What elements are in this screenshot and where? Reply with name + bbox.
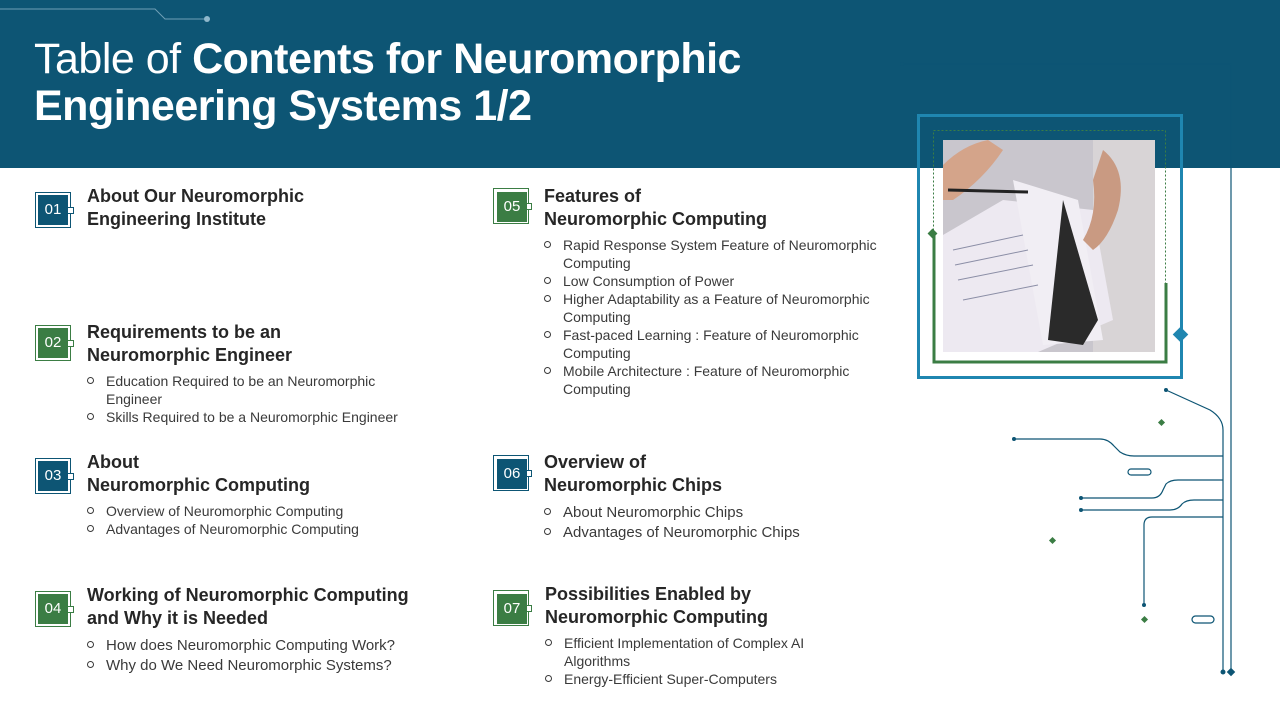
item-title-06-line2: Neuromorphic Chips <box>544 475 723 495</box>
list-item: Why do We Need Neuromorphic Systems? <box>87 656 447 676</box>
item-title-01-line2: Engineering Institute <box>87 209 267 229</box>
page-title <box>34 36 741 130</box>
item-05-sublist <box>544 236 894 398</box>
item-title-03-line1: About <box>87 452 139 472</box>
item-title-05-line1: Features of <box>544 186 642 206</box>
list-item: Rapid Response System Feature of Neuromorphic Computing <box>544 236 894 272</box>
item-07-sublist <box>545 634 845 688</box>
number-badge-03: 03 <box>38 461 68 491</box>
list-item: Higher Adaptability as a Feature of Neuromorphic Computing <box>544 290 894 326</box>
number-badge-05: 05 <box>497 192 527 222</box>
title-light-part: Table of <box>34 35 181 83</box>
list-item: How does Neuromorphic Computing Work? <box>87 636 447 656</box>
item-02-sublist <box>87 372 407 426</box>
item-04-sublist <box>87 636 447 675</box>
list-item: Advantages of Neuromorphic Computing <box>87 520 417 538</box>
item-title-05-line2: Neuromorphic Computing <box>544 209 767 229</box>
item-title-04 <box>87 584 409 630</box>
number-badge-02: 02 <box>38 328 68 358</box>
hands-with-paper-illustration <box>943 140 1155 352</box>
list-item: Education Required to be an Neuromorphic Engineer <box>87 372 407 408</box>
list-item: Efficient Implementation of Complex AI Algorithms <box>545 634 845 670</box>
document-signing-photo <box>943 140 1155 352</box>
list-item: Mobile Architecture : Feature of Neuromorphic Computing <box>544 362 894 398</box>
item-title-04-line1: Working of Neuromorphic Computing <box>87 585 409 605</box>
item-title-01-line1: About Our Neuromorphic <box>87 186 304 206</box>
number-badge-01: 01 <box>38 195 68 225</box>
item-title-02-line2: Neuromorphic Engineer <box>87 345 293 365</box>
title-bold-part-2: Engineering Systems 1/2 <box>34 82 532 130</box>
item-title-02-line1: Requirements to be an <box>87 322 282 342</box>
number-badge-07: 07 <box>497 594 527 624</box>
item-title-07 <box>545 583 768 629</box>
list-item: Advantages of Neuromorphic Chips <box>544 523 864 543</box>
list-item: Overview of Neuromorphic Computing <box>87 502 417 520</box>
list-item: Energy-Efficient Super-Computers <box>545 670 845 688</box>
list-item: About Neuromorphic Chips <box>544 503 864 523</box>
item-title-02 <box>87 321 292 367</box>
list-item: Fast-paced Learning : Feature of Neuromorphic Computing <box>544 326 894 362</box>
list-item: Low Consumption of Power <box>544 272 894 290</box>
item-06-sublist <box>544 503 864 542</box>
number-badge-04: 04 <box>38 594 68 624</box>
header-circuit-decoration <box>0 0 220 30</box>
item-title-03-line2: Neuromorphic Computing <box>87 475 310 495</box>
item-title-04-line2: and Why it is Needed <box>87 608 269 628</box>
item-03-sublist <box>87 502 417 538</box>
list-item: Skills Required to be a Neuromorphic Engineer <box>87 408 407 426</box>
item-title-07-line1: Possibilities Enabled by <box>545 584 752 604</box>
item-title-07-line2: Neuromorphic Computing <box>545 607 768 627</box>
item-title-01 <box>87 185 304 231</box>
number-badge-06: 06 <box>497 459 527 489</box>
item-title-06 <box>544 451 722 497</box>
item-title-06-line1: Overview of <box>544 452 647 472</box>
title-bold-part-1: Contents for Neuromorphic <box>192 35 741 83</box>
item-title-03 <box>87 451 310 497</box>
item-title-05 <box>544 185 767 231</box>
